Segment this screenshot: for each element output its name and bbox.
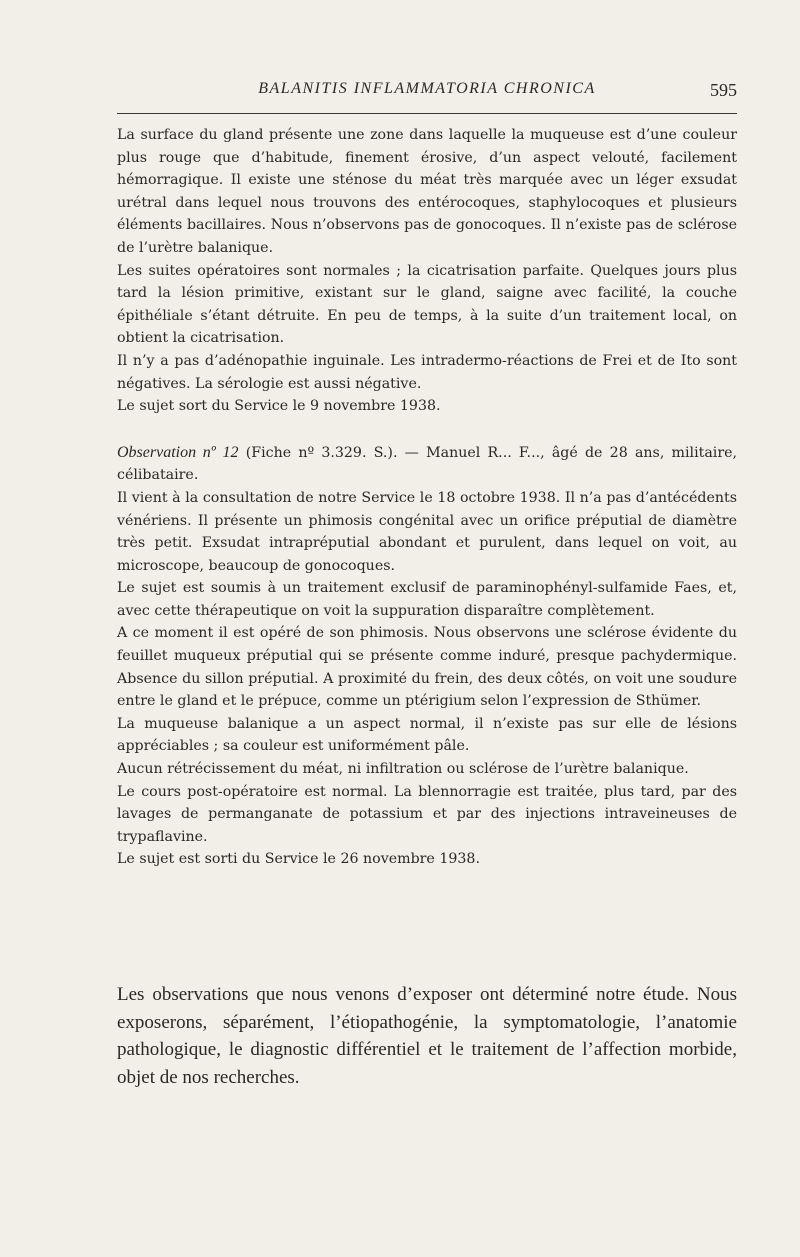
observation-heading [117, 442, 737, 487]
running-title: BALANITIS INFLAMMATORIA CHRONICA [258, 80, 596, 97]
paragraph: La surface du gland présente une zone dans laquelle la muqueuse est d’une couleur plus rouge que d’habitude, finement érosive, d’un aspect velouté, facilement hémorragique. Il existe une sténose du méat très marquée avec un léger exsudat urétral dans lequel nous trouvons des entérocoques, staphylocoques et plusieurs éléments bacillaires. Nous n’observons pas de gonocoques. Il n’existe pas de sclérose de l’urètre balanique. [117, 127, 737, 256]
observation-intro: (Fiche nº 3.329. S.). — Manuel R... F..., âgé de 28 ans, militaire, célibataire. [117, 444, 738, 484]
paragraph: Il n’y a pas d’adénopathie inguinale. Les intradermo-réactions de Frei et de Ito sont négatives. La sérologie est aussi négative. [117, 352, 737, 392]
paragraph: A ce moment il est opéré de son phimosis. Nous observons une sclérose évidente du feuillet muqueux préputial qui se présente comme induré, presque pachydermique. Absence du sillon préputial. A proximité du frein, des deux côtés, on voit une soudure entre le gland et le prépuce, comme un ptérigium selon l’expression de Sthümer. [117, 625, 737, 710]
paragraph: Les suites opératoires sont normales ; la cicatrisation parfaite. Quelques jours plus tard la lésion primitive, existant sur le gland, saigne avec facilité, la couche épithéliale s’étant détruite. En peu de temps, à la suite d’un traitement local, on obtient la cicatrisation. [117, 262, 737, 347]
header-rule [117, 113, 737, 114]
paragraph: Il vient à la consultation de notre Service le 18 octobre 1938. Il n’a pas d’antécédents vénériens. Il présente un phimosis congénital avec un orifice préputial de diamètre très petit. Exsudat intrapréputial abondant et purulent, dans lequel on voit, au microscope, beaucoup de gonocoques. [117, 489, 737, 574]
body-text [117, 124, 737, 871]
paragraph: Le sujet est sorti du Service le 26 novembre 1938. [117, 851, 480, 868]
conclusion-paragraph: Les observations que nous venons d’exposer ont déterminé notre étude. Nous exposerons, séparément, l’étiopathogénie, la symptomatologie, l’anatomie pathologique, le diagnostic différentiel et le traitement de l’affection morbide, objet de nos recherches. [117, 984, 737, 1088]
paragraph: Aucun rétrécissement du méat, ni infiltration ou sclérose de l’urètre balanique. [117, 761, 689, 778]
section-gap [117, 418, 737, 442]
page-header [117, 80, 737, 106]
paragraph: Le sujet est soumis à un traitement exclusif de paraminophényl-sulfamide Faes, et, avec cette thérapeutique on voit la suppuration disparaître complètement. [117, 580, 737, 619]
paragraph: La muqueuse balanique a un aspect normal, il n’existe pas sur elle de lésions appréciables ; sa couleur est uniformément pâle. [117, 715, 737, 755]
paragraph: Le sujet sort du Service le 9 novembre 1938. [117, 398, 441, 415]
page-number: 595 [710, 80, 737, 100]
paragraph: Le cours post-opératoire est normal. La blennorragie est traitée, plus tard, par des lavages de permanganate de potassium et par des injections intraveineuses de trypaflavine. [117, 783, 737, 845]
observation-title: Observation nº 12 [117, 443, 239, 461]
